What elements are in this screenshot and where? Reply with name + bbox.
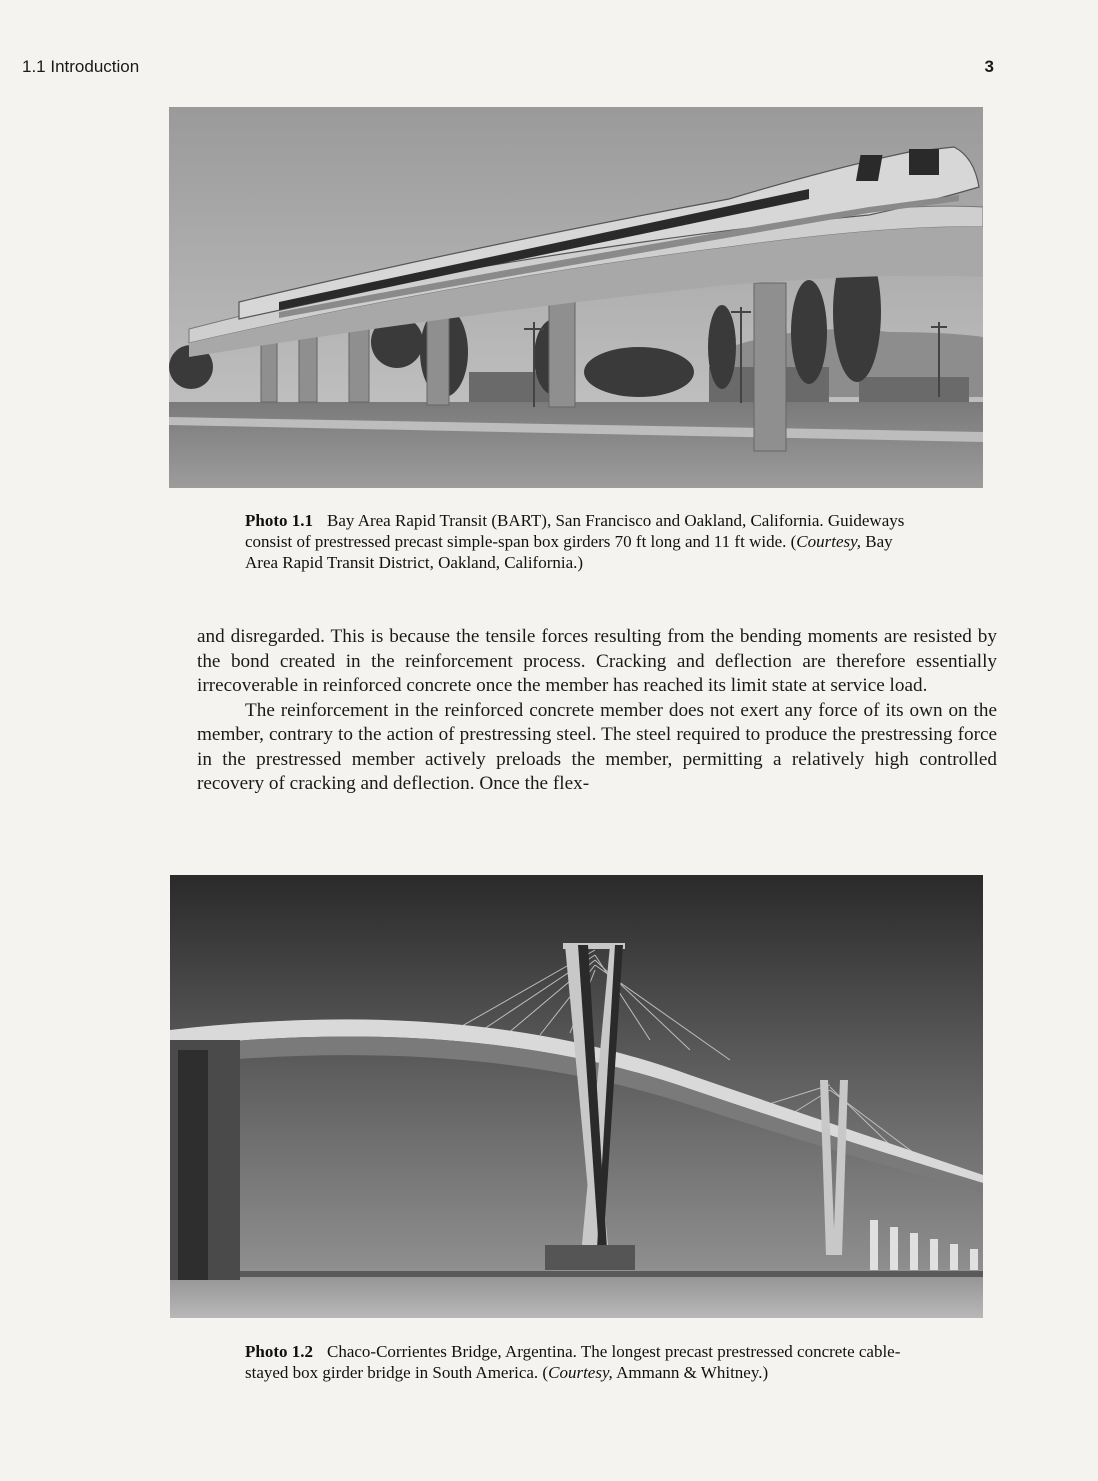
page-number: 3 [984,57,994,76]
photo-1-1-caption [245,510,923,573]
body-paragraph: The reinforcement in the reinforced concrete member does not exert any force of its own on the member, contrary to the action of prestressing steel. The steel required to produce the prestressing force in the prestressed member actively preloads the member, permitting a relatively high controlled recovery of cracking and deflection. Once the flex- [197,699,997,794]
photo-1-2-label: Photo 1.2 [245,1342,313,1361]
photo-1-1-caption-text: Bay Area Rapid Transit (BART), San Francisco and Oakland, California. Guideways consist of prestressed precast simple-span box girders 70 ft long and 11 ft wide. ( [245,511,905,551]
body-paragraph: and disregarded. This is because the tensile forces resulting from the bending moments are resisted by the bond created in the reinforcement process. Cracking and deflection are therefore essentially irrecoverable in reinforced concrete once the member has reached its limit state at service load. [197,626,997,696]
photo-chaco-corrientes-bridge [170,875,983,1318]
photo-1-2-caption-text: Chaco-Corrientes Bridge, Argentina. The longest precast prestressed concrete cable-stayed box girder bridge in South America. ( [245,1342,901,1382]
photo-1-1-label: Photo 1.1 [245,511,313,530]
body-text [197,625,997,797]
photo-1-2-courtesy: Courtesy, [548,1363,613,1382]
photo-1-1-caption-credit: Bay Area Rapid Transit District, Oakland, California.) [245,532,893,572]
photo-1-2-caption [245,1341,923,1383]
photo-1-1-courtesy: Courtesy, [796,532,861,551]
section-title: 1.1 Introduction [22,57,140,76]
photo-bart-guideway [169,107,983,488]
photo-1-2-caption-credit: Ammann & Whitney.) [612,1363,769,1382]
running-head [22,57,1082,81]
